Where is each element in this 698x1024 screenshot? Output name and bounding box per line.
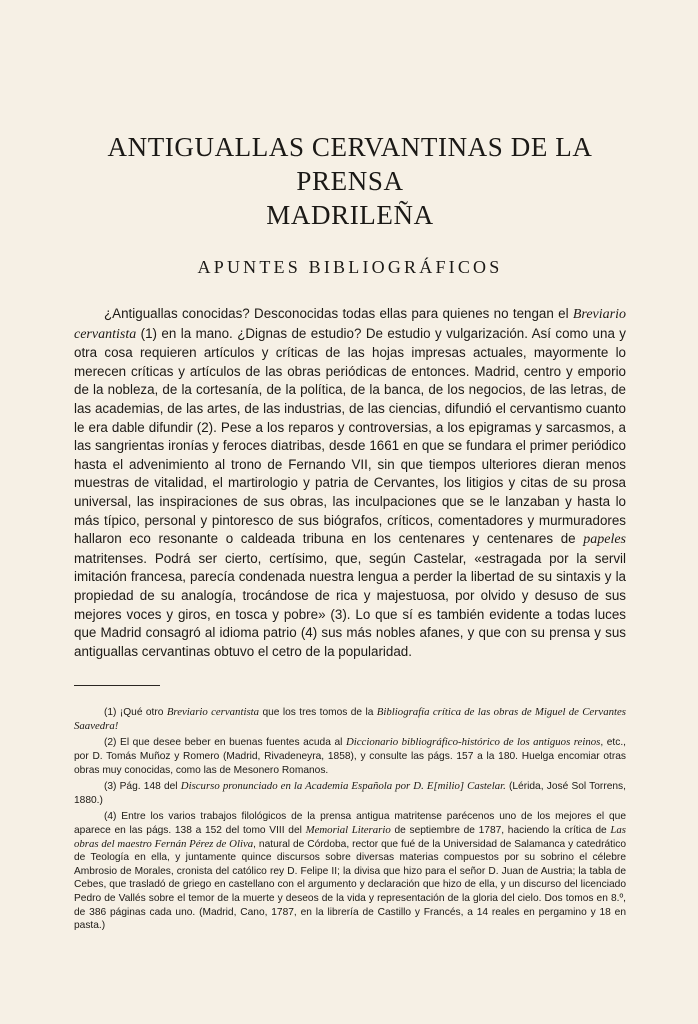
footnote-3-text-a: (3) Pág. 148 del <box>104 781 181 793</box>
document-page <box>74 130 626 936</box>
body-text-part-2: (1) en la mano. ¿Dignas de estudio? De estudio y vulgarización. Así como una y otra cosa requieren artículos y críticas de las hojas impresas actuales, mayormente lo merecen críticas y artículos de las obras periódicas de entonces. Madrid, centro y emporio de la nobleza, de la cortesanía, de la política, de la banca, de los negocios, de las letras, de las academias, de las artes, de las industrias, de las ciencias, difundió el cervantismo cuanto le era dable difundir (2). Pese a los reparos y controversias, a los epigramas y sarcasmos, a las sangrientas ironías y feroces diatribas, desde 1661 en que se fundara el primer periódico hasta el advenimiento al trono de Fernando VII, sin que tiempos ulteriores dieran menos muestras de vitalidad, el martirologio y patria de Cervantes, los litigios y citas de su prosa universal, las inspiraciones de sus obras, las inculpaciones que se le lanzaban y hasta lo más típico, personal y pintoresco de sus biógrafos, críticos, comentadores y murmuradores hallaron eco resonante o caldeada tribuna en los centenares y centenares de <box>74 325 626 547</box>
footnote-divider <box>74 685 160 686</box>
body-text-part-1: ¿Antiguallas conocidas? Desconocidas todas ellas para quienes no tengan el <box>104 306 573 321</box>
body-italic-title: Breviario cervantista <box>74 307 626 342</box>
footnote-1-italic-2: Bibliografía crítica de las obras de Miguel de Cervantes Saavedra! <box>74 706 626 732</box>
footnote-2 <box>74 736 626 777</box>
footnote-2-text-a: (2) El que desee beber en buenas fuentes acuda al <box>104 737 346 749</box>
footnote-1-text-a: (1) ¡Qué otro <box>104 707 167 719</box>
footnote-1-italic-1: Breviario cervantista <box>166 706 260 719</box>
footnote-1 <box>74 706 626 733</box>
body-text-part-3: matritenses. Podrá ser cierto, certísimo, que, según Castelar, «estragada por la servil imitación francesa, parecía condenada nuestra lengua a perder la libertad de su sintaxis y la propiedad de su analogía, trocándose de rica y majestuosa, por olvido y desuso de sus mejores voces y giros, en tosca y pobre» (3). Lo que sí es también evidente a todas luces que Madrid consagró al idioma patrio (4) sus más nobles afanes, y que con su prensa y sus antiguallas cervantinas obtuvo el cetro de la popularidad. <box>74 550 626 659</box>
footnote-2-text-b: , etc., por D. Tomás Muñoz y Romero (Madrid, Rivadeneyra, 1858), y consulte las págs. 157 a la 180. Huelga encomiar otras obras muy conocidas, como las de Mesonero Romanos. <box>74 737 626 776</box>
footnote-4-italic-2: Las obras del maestro Fernán Pérez de Oliva <box>74 824 627 850</box>
footnote-3-italic-1: Discurso pronunciado en la Academia Española por D. E[milio] Castelar. <box>180 780 506 793</box>
footnote-4-text-a: (4) Entre los varios trabajos filológicos de la prensa antigua matritense parécenos uno de los mejores el que aparece en las págs. 138 a 152 del tomo VIII del <box>74 811 626 837</box>
footnote-4 <box>74 810 626 932</box>
page-subtitle: APUNTES BIBLIOGRÁFICOS <box>197 257 503 277</box>
body-paragraph <box>74 305 626 661</box>
footnote-4-italic-1: Memorial Literario <box>305 824 391 837</box>
footnote-3 <box>74 780 626 807</box>
footnote-4-text-c: , natural de Córdoba, rector que fué de la Universidad de Salamanca y catedrático de Teología en ella, y juntamente quince discursos sobre diversas materias compuestos por su sobrino el célebre Ambrosio de Morales, cronista del católico rey D. Felipe II; la divisa que hizo para el señor D. Juan de Austria; la tabla de Cebes, que trasladó de griego en castellano con el argumento y declaración que hizo de ella, y un discurso del licenciado Pedro de Vallés sobre el temor de la muerte y deseos de la vida y representación de la gloria del cielo. Dos tomos en 8.º, de 386 páginas cada uno. (Madrid, Cano, 1787, en la librería de Castillo y Francés, a 14 reales en pergamino y 18 en pasta.) <box>74 838 626 932</box>
page-title <box>74 130 626 232</box>
footnote-3-text-b: (Lérida, José Sol Torrens, 1880.) <box>74 781 626 806</box>
body-italic-word: papeles <box>583 532 626 548</box>
title-line-1: ANTIGUALLAS CERVANTINAS DE LA PRENSA <box>107 132 593 196</box>
footnote-1-text-b: que los tres tomos de la <box>259 707 377 719</box>
footnote-2-italic-1: Diccionario bibliográfico-histórico de los antiguos reinos <box>345 736 601 749</box>
footnote-4-text-b: de septiembre de 1787, haciendo la crítica de <box>390 825 611 837</box>
title-line-2: MADRILEÑA <box>266 200 434 230</box>
footnotes <box>74 706 626 933</box>
